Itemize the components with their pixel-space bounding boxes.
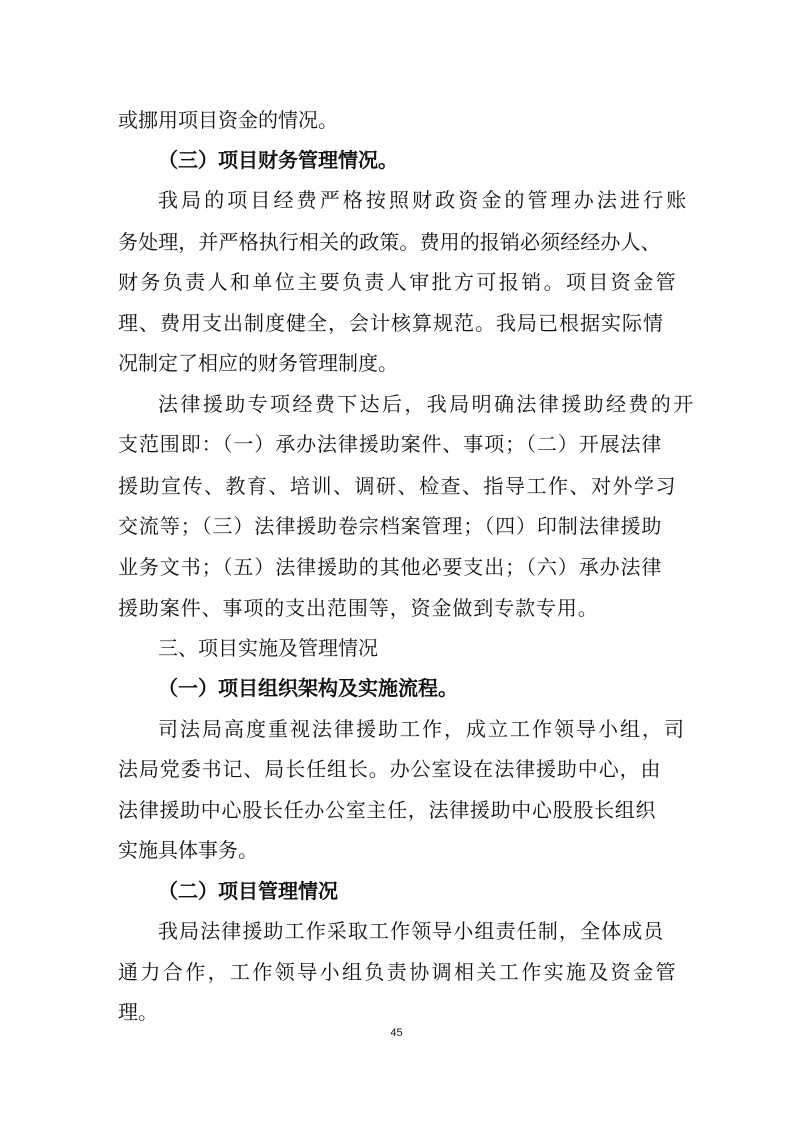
chapter-heading: 三、项目实施及管理情况 xyxy=(158,636,378,660)
paragraph-line: 况制定了相应的财务管理制度。 xyxy=(118,351,398,375)
section-heading: （一）项目组织架构及实施流程。 xyxy=(158,676,458,700)
paragraph-line: 业务文书；（五）法律援助的其他必要支出；（六）承办法律 xyxy=(118,555,663,579)
paragraph-line: 理。 xyxy=(118,1000,158,1024)
section-heading: （二）项目管理情况 xyxy=(158,879,338,903)
paragraph-line: 司法局高度重视法律援助工作，成立工作领导小组，司 xyxy=(158,717,686,741)
paragraph-line: 法律援助专项经费下达后，我局明确法律援助经费的开 xyxy=(158,392,696,416)
paragraph-line: 援助案件、事项的支出范围等，资金做到专款专用。 xyxy=(118,596,599,620)
section-heading: （三）项目财务管理情况。 xyxy=(158,148,398,172)
paragraph-line: 援助宣传、教育、培训、调研、检查、指导工作、对外学习 xyxy=(118,474,677,498)
paragraph-line: 通力合作，工作领导小组负责协调相关工作实施及资金管 xyxy=(118,960,678,984)
paragraph-line: 或挪用项目资金的情况。 xyxy=(118,108,338,132)
page-number: 45 xyxy=(390,1027,403,1039)
paragraph-line: 法局党委书记、局长任组长。办公室设在法律援助中心，由 xyxy=(118,757,662,781)
paragraph-line: 理、费用支出制度健全，会计核算规范。我局已根据实际情 xyxy=(118,311,664,335)
paragraph-line: 法律援助中心股长任办公室主任，法律援助中心股股长组织 xyxy=(118,798,657,822)
paragraph-line: 交流等；（三）法律援助卷宗档案管理；（四）印制法律援助 xyxy=(118,514,663,538)
paragraph-line: 财务负责人和单位主要负责人审批方可报销。项目资金管 xyxy=(118,270,678,294)
paragraph-line: 我局的项目经费严格按照财政资金的管理办法进行账 xyxy=(158,188,690,212)
paragraph-line: 务处理，并严格执行相关的政策。费用的报销必须经经办人、 xyxy=(118,230,661,254)
paragraph-line: 我局法律援助工作采取工作领导小组责任制，全体成员 xyxy=(158,919,665,943)
paragraph-line: 支范围即：（一）承办法律援助案件、事项；（二）开展法律 xyxy=(118,432,663,456)
paragraph-line: 实施具体事务。 xyxy=(118,838,258,862)
